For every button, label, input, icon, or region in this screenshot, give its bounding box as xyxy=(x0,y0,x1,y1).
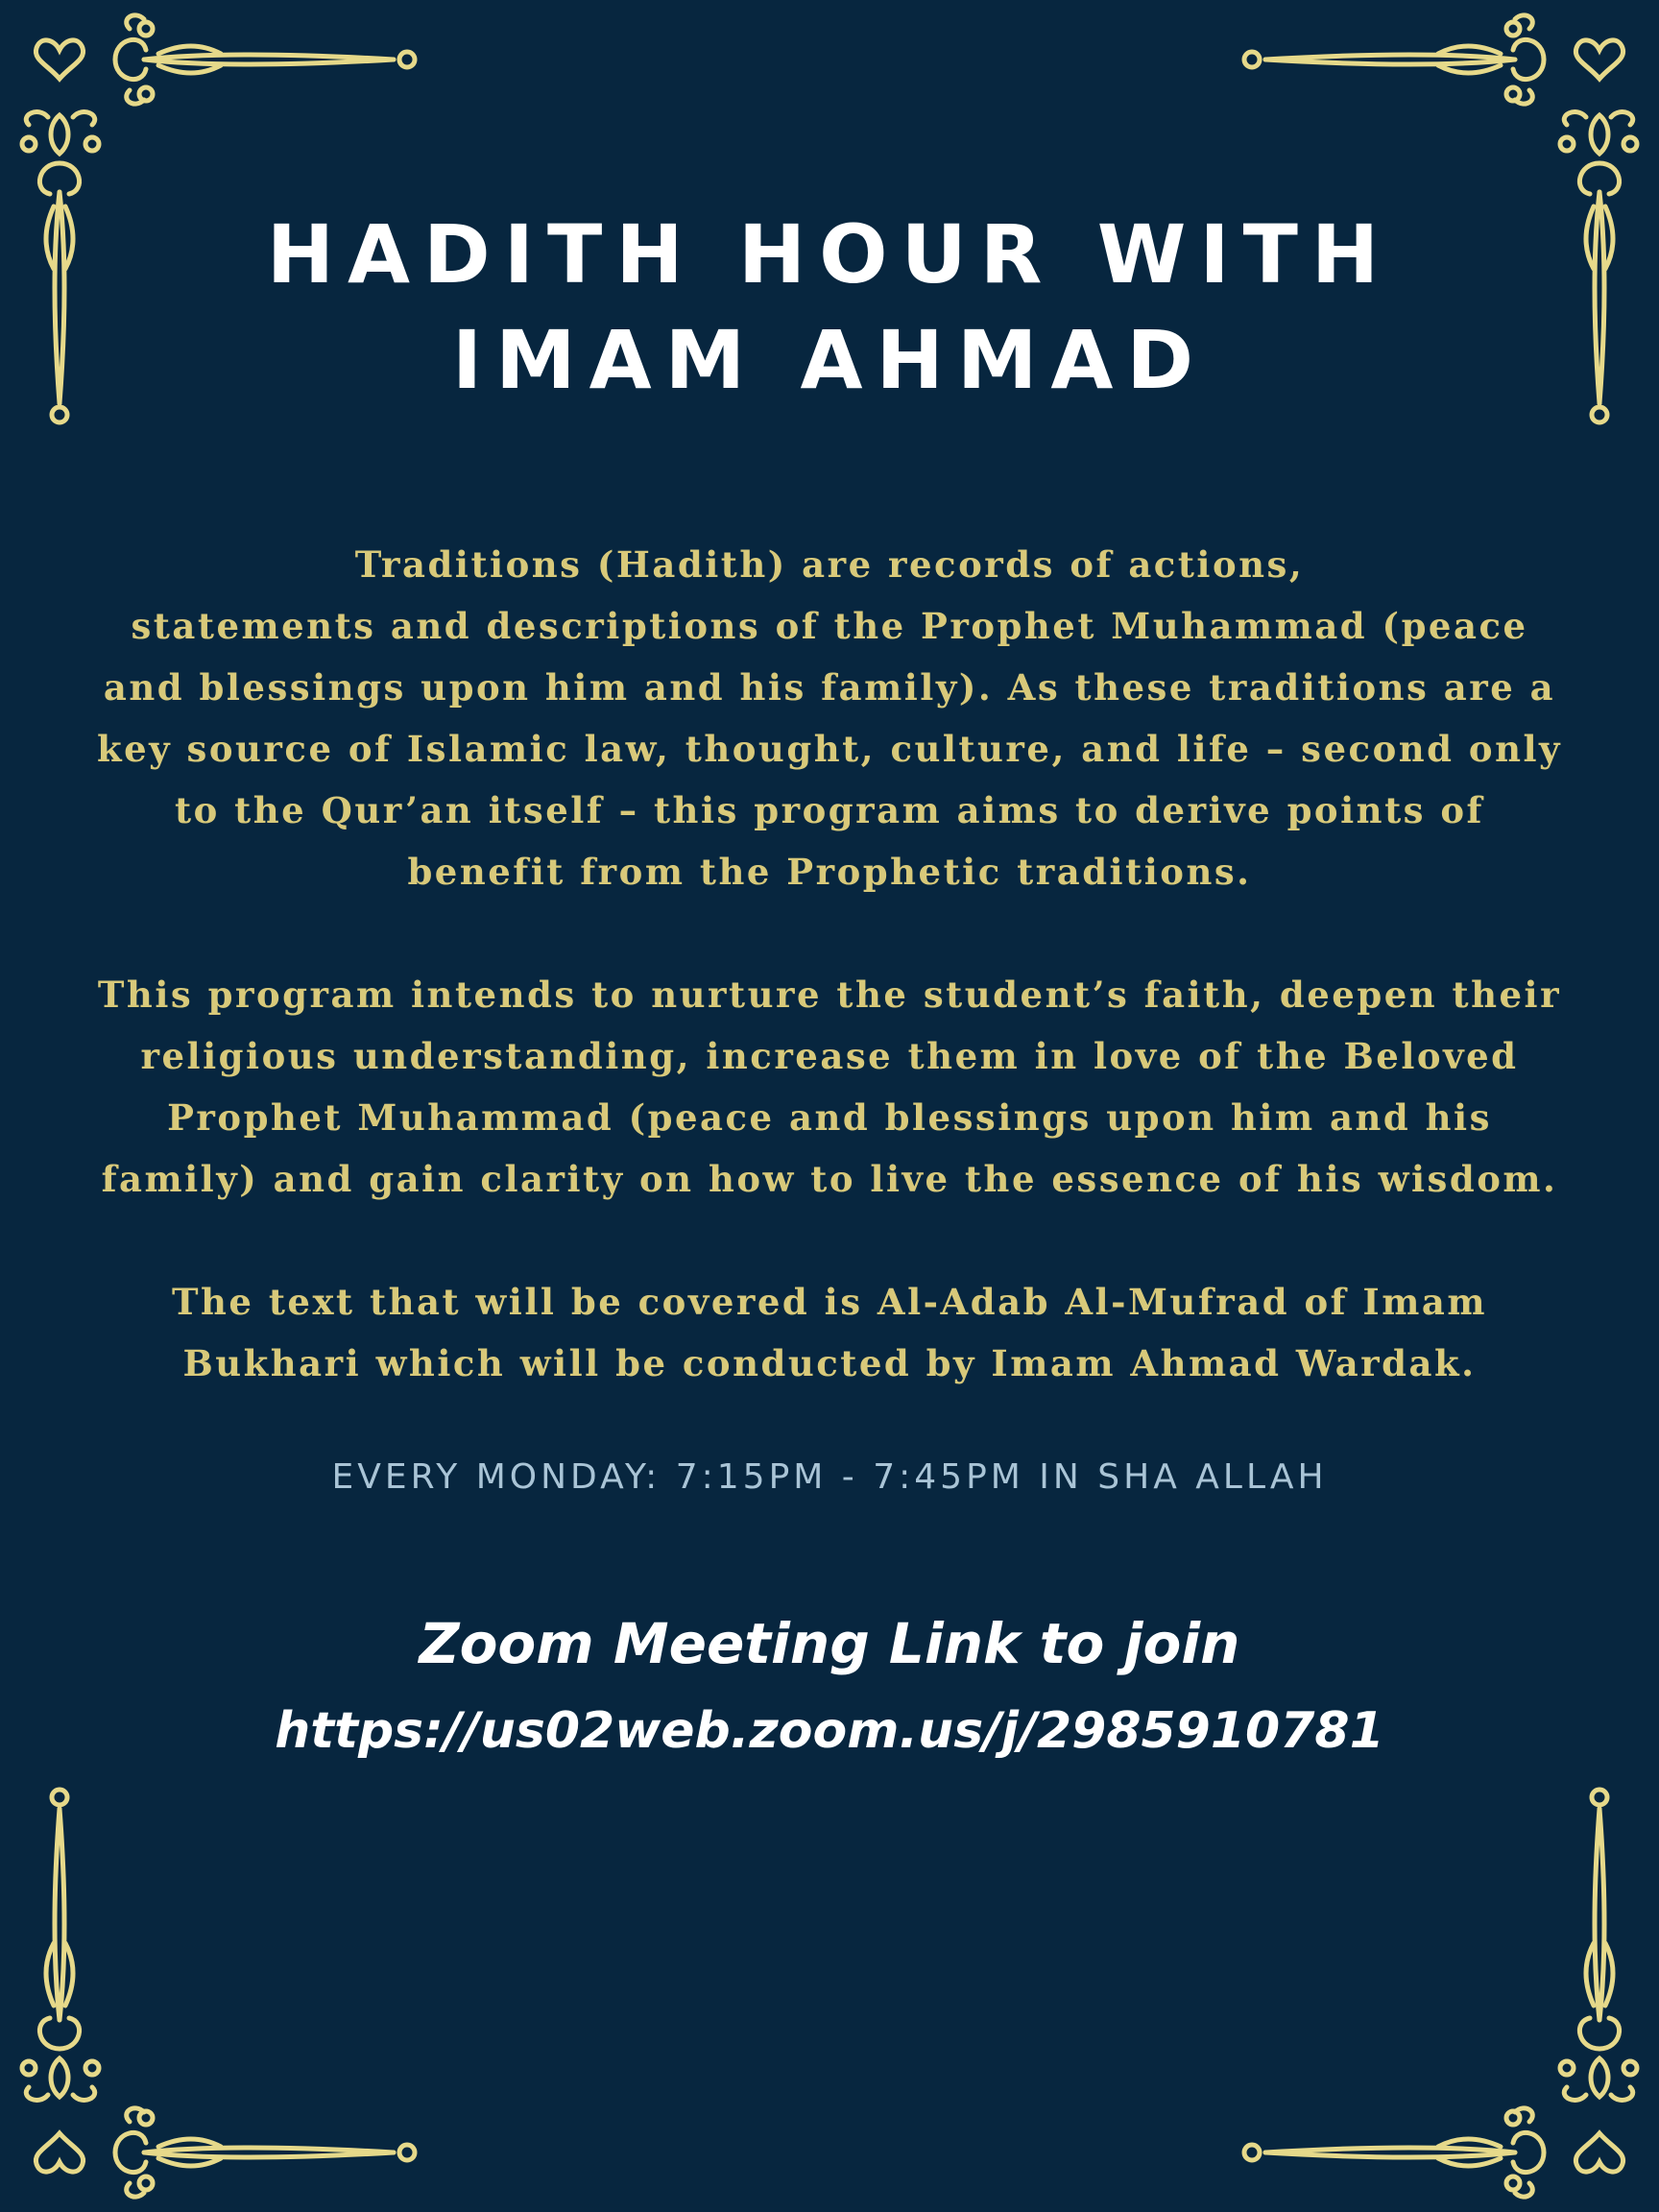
paragraph-line: religious understanding, increase them in love of the Beloved xyxy=(140,1035,1519,1077)
title-line-2: IMAM AHMAD xyxy=(451,313,1208,407)
corner-ornament-bottom-left xyxy=(0,1770,442,2212)
paragraph-line: Traditions (Hadith) are records of actions, xyxy=(354,543,1305,586)
paragraph-line: Prophet Muhammad (peace and blessings upon him and his xyxy=(167,1096,1492,1139)
page-title xyxy=(0,202,1659,413)
zoom-meeting-link[interactable]: https://us02web.zoom.us/j/2985910781 xyxy=(275,1702,1384,1760)
paragraph-line: Bukhari which will be conducted by Imam Ahmad Wardak. xyxy=(182,1342,1477,1384)
paragraph-line: and blessings upon him and his family). As these traditions are a xyxy=(103,666,1556,709)
title-line-1: HADITH HOUR WITH xyxy=(266,207,1393,301)
corner-ornament-bottom-right xyxy=(1217,1770,1659,2212)
paragraph-line: key source of Islamic law, thought, culture, and life – second only xyxy=(96,728,1563,770)
text-covered-paragraph xyxy=(58,1271,1601,1394)
paragraph-line: family) and gain clarity on how to live the essence of his wisdom. xyxy=(101,1158,1558,1200)
paragraph-line: to the Qur’an itself – this program aims to derive points of xyxy=(175,789,1484,831)
zoom-label: Zoom Meeting Link to join xyxy=(419,1611,1240,1676)
paragraph-line: This program intends to nurture the student’s faith, deepen their xyxy=(97,974,1562,1016)
flourish-icon xyxy=(0,1770,442,2212)
paragraph-line: statements and descriptions of the Prophet Muhammad (peace xyxy=(131,605,1528,647)
schedule-text: EVERY MONDAY: 7:15PM - 7:45PM IN SHA ALLAH xyxy=(331,1457,1328,1497)
intro-paragraph xyxy=(58,534,1601,902)
program-goals-paragraph xyxy=(58,964,1601,1210)
paragraph-line: benefit from the Prophetic traditions. xyxy=(407,851,1252,893)
flourish-icon xyxy=(1217,1770,1659,2212)
paragraph-line: The text that will be covered is Al-Adab Al-Mufrad of Imam xyxy=(171,1281,1488,1323)
